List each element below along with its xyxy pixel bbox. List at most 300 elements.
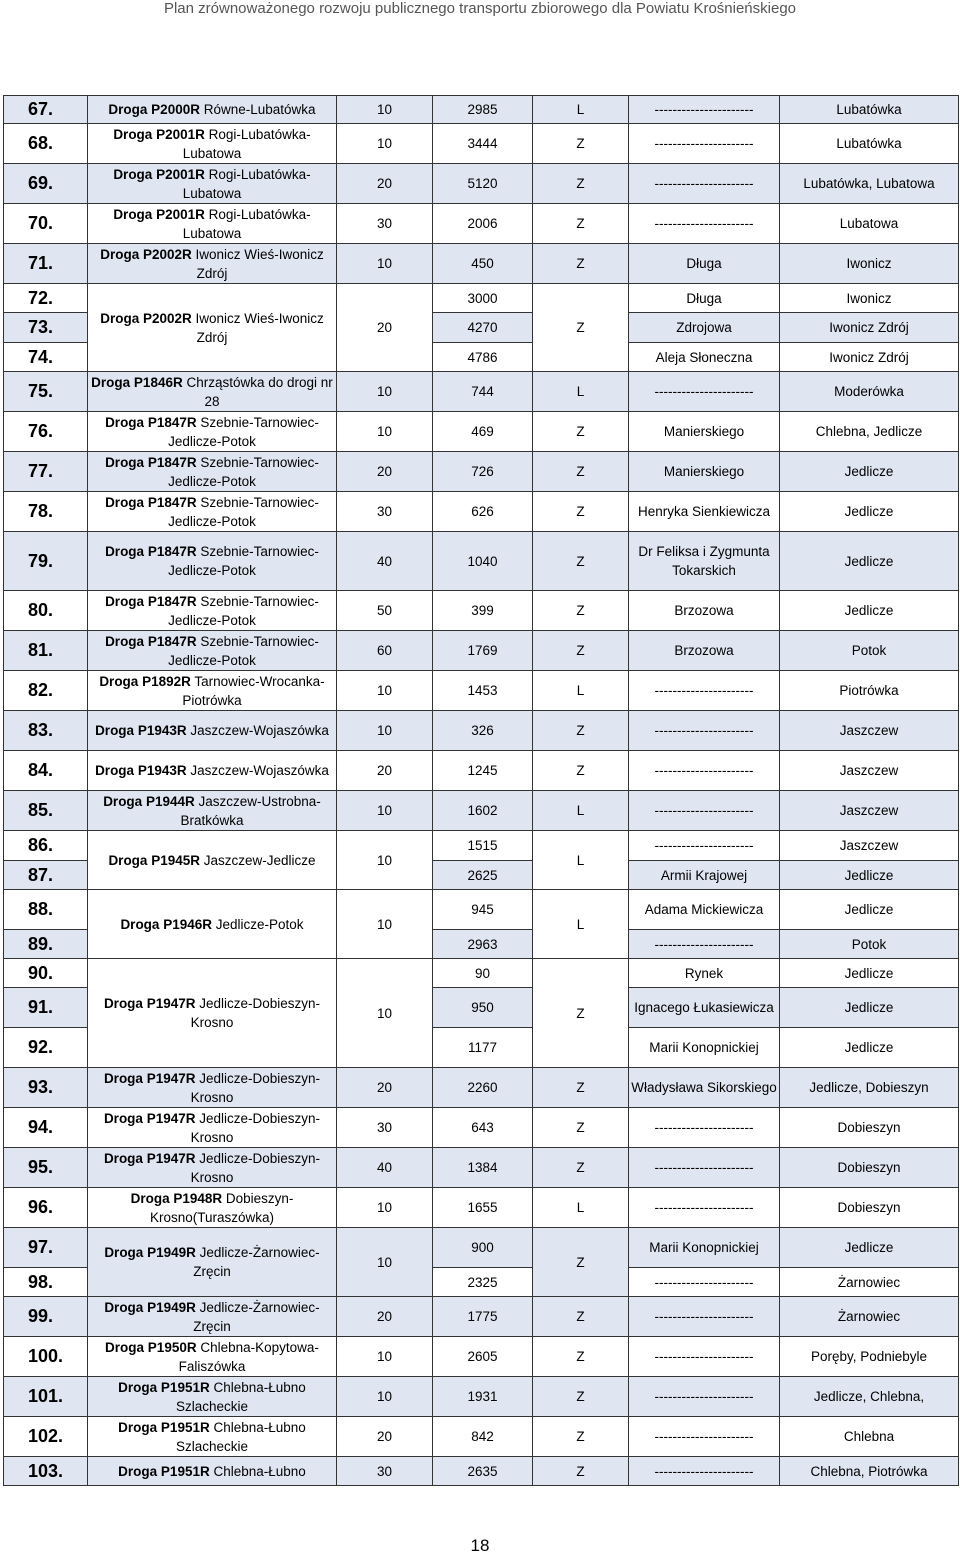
road-name: Równe-Lubatówka	[203, 102, 316, 117]
direction-cell: Z	[533, 452, 629, 492]
locality-cell: Iwonicz Zdrój	[780, 343, 959, 372]
locality-cell: Lubatowa	[780, 204, 959, 244]
row-number: 74.	[4, 343, 88, 372]
table-row	[4, 124, 959, 164]
direction-cell: Z	[533, 1377, 629, 1417]
table-row	[4, 1457, 959, 1486]
road-name: Jaszczew-Wojaszówka	[190, 763, 329, 778]
locality-cell: Iwonicz	[780, 244, 959, 284]
locality-cell: Poręby, Podniebyle	[780, 1337, 959, 1377]
length-cell: 5120	[433, 164, 533, 204]
road-cell	[88, 96, 337, 124]
road-code: Droga P1846R	[91, 374, 183, 390]
road-name: Jaszczew-Jedlicze	[203, 852, 316, 868]
length-cell: 326	[433, 711, 533, 751]
section-cell: 10	[337, 959, 433, 1068]
road-code: Droga P2002R	[100, 310, 192, 326]
row-number: 97.	[4, 1228, 88, 1268]
street-cell: Rynek	[629, 959, 780, 988]
street-cell: ----------------------	[629, 1337, 780, 1377]
table-row	[4, 96, 959, 124]
length-cell: 2325	[433, 1268, 533, 1297]
row-number: 75.	[4, 372, 88, 412]
row-number: 73.	[4, 313, 88, 343]
road-code: Droga P1892R	[99, 673, 191, 689]
table-row	[4, 711, 959, 751]
road-name: Jaszczew-Wojaszówka	[190, 723, 329, 738]
road-code: Droga P1847R	[105, 593, 197, 609]
direction-cell: Z	[533, 1068, 629, 1108]
row-number: 79.	[4, 532, 88, 591]
street-cell: ----------------------	[629, 1457, 780, 1486]
row-number: 83.	[4, 711, 88, 751]
direction-cell: Z	[533, 631, 629, 671]
direction-cell: Z	[533, 412, 629, 452]
length-cell: 2963	[433, 930, 533, 959]
road-name: Chlebna-Kopytowa-Faliszówka	[178, 1339, 319, 1374]
road-cell	[88, 204, 337, 244]
road-code: Droga P1847R	[105, 454, 197, 470]
street-cell: Władysława Sikorskiego	[629, 1068, 780, 1108]
length-cell: 1775	[433, 1297, 533, 1337]
road-name: Rogi-Lubatówka-Lubatowa	[182, 206, 311, 241]
direction-cell: L	[533, 890, 629, 959]
road-cell	[88, 124, 337, 164]
locality-cell: Jedlicze	[780, 861, 959, 890]
road-name: Chlebna-Łubno Szlacheckie	[175, 1379, 306, 1414]
street-cell: ----------------------	[629, 791, 780, 831]
road-code: Droga P1847R	[105, 544, 197, 559]
length-cell: 744	[433, 372, 533, 412]
road-name: Iwonicz Wieś-Iwonicz Zdrój	[195, 246, 324, 281]
length-cell: 1040	[433, 532, 533, 591]
table-row	[4, 204, 959, 244]
row-number: 70.	[4, 204, 88, 244]
locality-cell: Iwonicz	[780, 284, 959, 313]
row-number: 96.	[4, 1188, 88, 1228]
row-number: 80.	[4, 591, 88, 631]
locality-cell: Chlebna, Piotrówka	[780, 1457, 959, 1486]
row-number: 101.	[4, 1377, 88, 1417]
road-cell	[88, 1337, 337, 1377]
street-cell: ----------------------	[629, 96, 780, 124]
locality-cell: Dobieszyn	[780, 1188, 959, 1228]
locality-cell: Żarnowiec	[780, 1268, 959, 1297]
road-code: Droga P1847R	[105, 633, 197, 649]
road-cell	[88, 164, 337, 204]
road-name: Jaszczew-Ustrobna-Bratkówka	[180, 793, 321, 828]
street-cell: Długa	[629, 244, 780, 284]
length-cell: 469	[433, 412, 533, 452]
table-row	[4, 671, 959, 711]
row-number: 76.	[4, 412, 88, 452]
locality-cell: Potok	[780, 631, 959, 671]
road-cell	[88, 791, 337, 831]
street-cell: ----------------------	[629, 1268, 780, 1297]
direction-cell: Z	[533, 124, 629, 164]
road-cell	[88, 591, 337, 631]
road-name: Szebnie-Tarnowiec-Jedlicze-Potok	[168, 633, 319, 668]
road-name: Dobieszyn-Krosno(Turaszówka)	[149, 1190, 294, 1225]
road-cell	[88, 492, 337, 532]
direction-cell: L	[533, 791, 629, 831]
length-cell: 2006	[433, 204, 533, 244]
locality-cell: Iwonicz Zdrój	[780, 313, 959, 343]
road-code: Droga P2002R	[100, 246, 192, 262]
street-cell: ----------------------	[629, 930, 780, 959]
road-code: Droga P1948R	[130, 1190, 223, 1206]
section-cell: 20	[337, 452, 433, 492]
direction-cell: Z	[533, 1228, 629, 1297]
direction-cell: L	[533, 1188, 629, 1228]
road-cell	[88, 711, 337, 751]
locality-cell: Dobieszyn	[780, 1108, 959, 1148]
street-cell: ----------------------	[629, 671, 780, 711]
row-number: 93.	[4, 1068, 88, 1108]
road-code: Droga P1950R	[105, 1339, 197, 1355]
street-cell: ----------------------	[629, 372, 780, 412]
road-name: Jedlicze-Dobieszyn-Krosno	[190, 1150, 321, 1185]
table-row	[4, 890, 959, 930]
street-cell: ----------------------	[629, 1148, 780, 1188]
page-header-text: Plan zrównoważonego rozwoju publicznego transportu zbiorowego dla Powiatu Krośnieńskiego	[163, 0, 797, 17]
direction-cell: Z	[533, 1108, 629, 1148]
table-row	[4, 831, 959, 861]
street-cell: ----------------------	[629, 1417, 780, 1457]
table-row	[4, 372, 959, 412]
locality-cell: Potok	[780, 930, 959, 959]
road-name: Jedlicze-Dobieszyn-Krosno	[190, 1070, 321, 1105]
section-cell: 20	[337, 164, 433, 204]
row-number: 100.	[4, 1337, 88, 1377]
street-cell: Zdrojowa	[629, 313, 780, 343]
row-number: 72.	[4, 284, 88, 313]
road-code: Droga P1847R	[105, 414, 197, 430]
row-number: 69.	[4, 164, 88, 204]
row-number: 90.	[4, 959, 88, 988]
direction-cell: Z	[533, 244, 629, 284]
table-row	[4, 412, 959, 452]
road-cell	[88, 1377, 337, 1417]
road-cell	[88, 1297, 337, 1337]
road-cell	[88, 959, 337, 1068]
road-code: Droga P1947R	[103, 1110, 196, 1126]
section-cell: 30	[337, 204, 433, 244]
section-cell: 10	[337, 1337, 433, 1377]
road-name: Szebnie-Tarnowiec-Jedlicze-Potok	[168, 544, 319, 578]
locality-cell: Jedlicze, Chlebna,	[780, 1377, 959, 1417]
road-code: Droga P1951R	[118, 1463, 210, 1479]
road-cell	[88, 1148, 337, 1188]
road-code: Droga P2000R	[108, 102, 200, 117]
routes-table	[3, 95, 959, 1486]
length-cell: 1515	[433, 831, 533, 861]
road-code: Droga P2001R	[113, 126, 205, 142]
row-number: 103.	[4, 1457, 88, 1486]
locality-cell: Moderówka	[780, 372, 959, 412]
direction-cell: Z	[533, 164, 629, 204]
street-cell: ----------------------	[629, 124, 780, 164]
street-cell: Henryka Sienkiewicza	[629, 492, 780, 532]
road-name: Chlebna-Łubno Szlacheckie	[175, 1419, 306, 1454]
section-cell: 10	[337, 890, 433, 959]
direction-cell: Z	[533, 711, 629, 751]
road-code: Droga P2001R	[113, 206, 205, 222]
length-cell: 399	[433, 591, 533, 631]
road-cell	[88, 532, 337, 591]
page-header	[0, 0, 960, 18]
direction-cell: Z	[533, 492, 629, 532]
road-cell	[88, 1457, 337, 1486]
road-cell	[88, 890, 337, 959]
length-cell: 2260	[433, 1068, 533, 1108]
table-row	[4, 791, 959, 831]
road-cell	[88, 412, 337, 452]
road-code: Droga P1943R	[95, 723, 187, 738]
section-cell: 20	[337, 1068, 433, 1108]
section-cell: 60	[337, 631, 433, 671]
street-cell: ----------------------	[629, 204, 780, 244]
direction-cell: Z	[533, 532, 629, 591]
table-row	[4, 751, 959, 791]
length-cell: 2625	[433, 861, 533, 890]
section-cell: 30	[337, 1457, 433, 1486]
row-number: 95.	[4, 1148, 88, 1188]
locality-cell: Lubatówka, Lubatowa	[780, 164, 959, 204]
locality-cell: Żarnowiec	[780, 1297, 959, 1337]
row-number: 92.	[4, 1028, 88, 1068]
locality-cell: Jedlicze	[780, 988, 959, 1028]
table-row	[4, 1417, 959, 1457]
locality-cell: Chlebna	[780, 1417, 959, 1457]
street-cell: ----------------------	[629, 1188, 780, 1228]
direction-cell: Z	[533, 1148, 629, 1188]
length-cell: 1384	[433, 1148, 533, 1188]
road-code: Droga P1946R	[120, 916, 212, 932]
row-number: 91.	[4, 988, 88, 1028]
length-cell: 1453	[433, 671, 533, 711]
section-cell: 20	[337, 1297, 433, 1337]
locality-cell: Jedlicze, Dobieszyn	[780, 1068, 959, 1108]
section-cell: 10	[337, 791, 433, 831]
road-cell	[88, 831, 337, 890]
road-cell	[88, 1068, 337, 1108]
row-number: 68.	[4, 124, 88, 164]
row-number: 71.	[4, 244, 88, 284]
section-cell: 40	[337, 1148, 433, 1188]
road-cell	[88, 244, 337, 284]
locality-cell: Dobieszyn	[780, 1148, 959, 1188]
section-cell: 10	[337, 244, 433, 284]
table-row	[4, 1377, 959, 1417]
street-cell: ----------------------	[629, 164, 780, 204]
section-cell: 10	[337, 124, 433, 164]
row-number: 78.	[4, 492, 88, 532]
row-number: 81.	[4, 631, 88, 671]
road-name: Iwonicz Wieś-Iwonicz Zdrój	[195, 310, 324, 345]
road-name: Szebnie-Tarnowiec-Jedlicze-Potok	[168, 593, 319, 628]
road-cell	[88, 1188, 337, 1228]
length-cell: 726	[433, 452, 533, 492]
table-row	[4, 452, 959, 492]
road-name: Jedlicze-Dobieszyn-Krosno	[190, 1110, 321, 1145]
table-row	[4, 591, 959, 631]
row-number: 87.	[4, 861, 88, 890]
road-name: Jedlicze-Żarnowiec-Zręcin	[193, 1245, 320, 1279]
section-cell: 20	[337, 284, 433, 372]
road-code: Droga P1951R	[118, 1379, 210, 1395]
length-cell: 1245	[433, 751, 533, 791]
row-number: 94.	[4, 1108, 88, 1148]
section-cell: 10	[337, 1377, 433, 1417]
direction-cell: Z	[533, 751, 629, 791]
street-cell: ----------------------	[629, 1108, 780, 1148]
length-cell: 450	[433, 244, 533, 284]
row-number: 85.	[4, 791, 88, 831]
section-cell: 10	[337, 671, 433, 711]
locality-cell: Piotrówka	[780, 671, 959, 711]
street-cell: Marii Konopnickiej	[629, 1228, 780, 1268]
length-cell: 2635	[433, 1457, 533, 1486]
length-cell: 1655	[433, 1188, 533, 1228]
section-cell: 40	[337, 532, 433, 591]
direction-cell: Z	[533, 591, 629, 631]
table-row	[4, 492, 959, 532]
locality-cell: Jedlicze	[780, 1028, 959, 1068]
direction-cell: Z	[533, 959, 629, 1068]
section-cell: 10	[337, 412, 433, 452]
road-code: Droga P1947R	[103, 1150, 196, 1166]
locality-cell: Jedlicze	[780, 452, 959, 492]
row-number: 88.	[4, 890, 88, 930]
table-row	[4, 631, 959, 671]
road-cell	[88, 1417, 337, 1457]
street-cell: Manierskiego	[629, 452, 780, 492]
road-code: Droga P1949R	[104, 1245, 196, 1260]
row-number: 84.	[4, 751, 88, 791]
road-name: Rogi-Lubatówka-Lubatowa	[182, 126, 311, 161]
road-cell	[88, 751, 337, 791]
table-row	[4, 284, 959, 313]
road-code: Droga P1951R	[118, 1419, 210, 1435]
direction-cell: Z	[533, 1297, 629, 1337]
street-cell: ----------------------	[629, 1297, 780, 1337]
length-cell: 900	[433, 1228, 533, 1268]
direction-cell: L	[533, 831, 629, 890]
length-cell: 90	[433, 959, 533, 988]
road-cell	[88, 452, 337, 492]
length-cell: 1931	[433, 1377, 533, 1417]
road-cell	[88, 671, 337, 711]
road-cell	[88, 631, 337, 671]
page-number: 18	[470, 1536, 490, 1555]
road-cell	[88, 1228, 337, 1297]
length-cell: 2605	[433, 1337, 533, 1377]
road-code: Droga P1847R	[105, 494, 197, 510]
section-cell: 20	[337, 1417, 433, 1457]
locality-cell: Jedlicze	[780, 1228, 959, 1268]
section-cell: 10	[337, 711, 433, 751]
table-row	[4, 532, 959, 591]
direction-cell: Z	[533, 1337, 629, 1377]
section-cell: 10	[337, 372, 433, 412]
section-cell: 10	[337, 1188, 433, 1228]
table-row	[4, 1337, 959, 1377]
row-number: 99.	[4, 1297, 88, 1337]
road-cell	[88, 284, 337, 372]
direction-cell: Z	[533, 284, 629, 372]
row-number: 86.	[4, 831, 88, 861]
street-cell: Długa	[629, 284, 780, 313]
length-cell: 842	[433, 1417, 533, 1457]
section-cell: 50	[337, 591, 433, 631]
section-cell: 30	[337, 492, 433, 532]
locality-cell: Jedlicze	[780, 959, 959, 988]
length-cell: 1769	[433, 631, 533, 671]
table-row	[4, 1108, 959, 1148]
road-name: Tarnowiec-Wrocanka-Piotrówka	[182, 673, 325, 708]
street-cell: ----------------------	[629, 711, 780, 751]
road-name: Chrząstówka do drogi nr 28	[186, 374, 333, 409]
locality-cell: Jedlicze	[780, 890, 959, 930]
locality-cell: Chlebna, Jedlicze	[780, 412, 959, 452]
street-cell: ----------------------	[629, 1377, 780, 1417]
length-cell: 1177	[433, 1028, 533, 1068]
street-cell: ----------------------	[629, 751, 780, 791]
table-row	[4, 1297, 959, 1337]
direction-cell: L	[533, 372, 629, 412]
length-cell: 945	[433, 890, 533, 930]
direction-cell: Z	[533, 204, 629, 244]
road-name: Szebnie-Tarnowiec-Jedlicze-Potok	[168, 414, 319, 449]
direction-cell: L	[533, 671, 629, 711]
row-number: 89.	[4, 930, 88, 959]
locality-cell: Jedlicze	[780, 591, 959, 631]
row-number: 82.	[4, 671, 88, 711]
table-row	[4, 1148, 959, 1188]
section-cell: 30	[337, 1108, 433, 1148]
street-cell: Armii Krajowej	[629, 861, 780, 890]
row-number: 102.	[4, 1417, 88, 1457]
length-cell: 1602	[433, 791, 533, 831]
table-row	[4, 164, 959, 204]
section-cell: 10	[337, 831, 433, 890]
section-cell: 20	[337, 751, 433, 791]
length-cell: 950	[433, 988, 533, 1028]
road-name: Rogi-Lubatówka-Lubatowa	[182, 166, 311, 201]
street-cell: Aleja Słoneczna	[629, 343, 780, 372]
road-code: Droga P1943R	[95, 763, 187, 778]
road-name: Jedlicze-Potok	[215, 916, 304, 932]
road-name: Szebnie-Tarnowiec-Jedlicze-Potok	[168, 494, 319, 529]
direction-cell: L	[533, 96, 629, 124]
locality-cell: Jaszczew	[780, 711, 959, 751]
street-cell: Ignacego Łukasiewicza	[629, 988, 780, 1028]
locality-cell: Jaszczew	[780, 831, 959, 861]
length-cell: 626	[433, 492, 533, 532]
section-cell: 10	[337, 96, 433, 124]
road-name: Jedlicze-Dobieszyn-Krosno	[190, 996, 321, 1030]
direction-cell: Z	[533, 1457, 629, 1486]
street-cell: Manierskiego	[629, 412, 780, 452]
section-cell: 10	[337, 1228, 433, 1297]
locality-cell: Jaszczew	[780, 751, 959, 791]
table-row	[4, 1188, 959, 1228]
table-row	[4, 1068, 959, 1108]
street-cell: Marii Konopnickiej	[629, 1028, 780, 1068]
locality-cell: Lubatówka	[780, 124, 959, 164]
road-name: Chlebna-Łubno	[213, 1463, 306, 1479]
